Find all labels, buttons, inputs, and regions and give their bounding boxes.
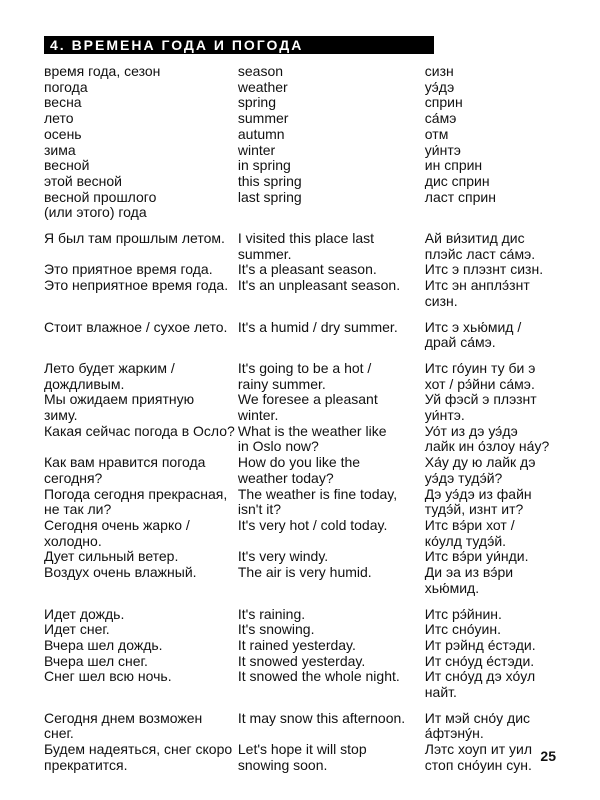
russian-text: весной	[44, 157, 90, 174]
english-text	[238, 294, 425, 310]
english-text: Let's hope it will stop	[237, 741, 367, 758]
english-text: We foresee a pleasant	[237, 391, 378, 408]
phrase-row	[44, 742, 564, 758]
phrase-row	[44, 174, 564, 190]
transcription-text: а́фтэну́н.	[424, 725, 484, 742]
phrase-row	[44, 377, 564, 393]
transcription-text: ласт сприн	[424, 188, 496, 205]
english-text	[238, 685, 425, 701]
phrase-row	[44, 64, 564, 80]
english-text: It's a humid / dry summer.	[237, 318, 398, 335]
phrase-row	[44, 294, 564, 310]
russian-text	[44, 294, 238, 310]
phrase-row	[44, 502, 564, 518]
russian-text: Вчера шел дождь.	[44, 636, 163, 653]
transcription-text: уи́нтэ	[424, 141, 461, 158]
phrase-row	[44, 487, 564, 503]
english-text: It's snowing.	[237, 621, 315, 638]
phrase-row	[44, 534, 564, 550]
english-text: autumn	[237, 125, 285, 142]
transcription-text: Ит рэйнд е́стэди.	[424, 636, 536, 653]
english-text: It's very hot / cold today.	[237, 516, 388, 533]
transcription-text: драй са́мэ.	[424, 334, 496, 351]
english-text: last spring	[237, 188, 302, 205]
russian-text	[44, 581, 238, 597]
phrase-row	[44, 320, 564, 336]
transcription-text: Итс эн анплэ́знт	[424, 277, 530, 294]
english-text	[238, 335, 425, 351]
russian-text: Сегодня днем возможен	[44, 709, 203, 726]
transcription-text: хью́мид.	[424, 579, 480, 596]
russian-text: прекратится.	[44, 756, 128, 773]
phrase-row	[44, 758, 564, 774]
russian-text: осень	[44, 125, 82, 142]
transcription-text: Итс рэ́йнин.	[424, 605, 502, 622]
russian-text: сегодня?	[44, 469, 103, 486]
russian-text: Снег шел всю ночь.	[44, 668, 172, 685]
english-text: snowing soon.	[237, 756, 328, 773]
transcription-text: лайк ин о́злоу на́у?	[424, 438, 550, 455]
transcription-text: Ха́у ду ю лайк дэ	[424, 454, 536, 471]
transcription-text: плэйс ласт са́мэ.	[424, 245, 536, 262]
english-text: It rained yesterday.	[237, 636, 356, 653]
english-text: It's very windy.	[237, 548, 329, 565]
transcription-text: Ит сно́уд е́стэди.	[424, 652, 535, 669]
english-text: weather	[237, 78, 288, 95]
english-text: rainy summer.	[237, 375, 326, 392]
english-text: What is the weather like	[237, 422, 387, 439]
russian-text: этой весной	[44, 172, 122, 189]
transcription-text: Итс э хью́мид /	[424, 318, 522, 335]
transcription-text: сизн	[424, 63, 454, 79]
transcription-text: Итс вэ́ри хот /	[424, 516, 515, 533]
phrase-row	[44, 565, 564, 581]
phrase-row	[44, 581, 564, 597]
transcription-text: уэ́дэ	[424, 78, 455, 95]
english-text: season	[237, 63, 284, 79]
english-text	[238, 726, 425, 742]
phrase-row	[44, 392, 564, 408]
english-text: It's going to be a hot /	[237, 359, 372, 376]
phrase-row	[44, 111, 564, 127]
english-text: The weather is fine today,	[237, 485, 398, 502]
russian-text: (или этого) года	[44, 204, 147, 221]
russian-text	[44, 247, 238, 263]
transcription-text: Уо́т из дэ уэ́дэ	[424, 422, 518, 439]
english-text	[238, 534, 425, 550]
transcription-text: уи́нтэ.	[424, 407, 465, 424]
phrase-row	[44, 622, 564, 638]
phrase-row	[44, 335, 564, 351]
russian-text: лето	[44, 110, 74, 127]
russian-text: Какая сейчас погода в Осло?	[44, 422, 235, 439]
english-text: in Oslo now?	[237, 438, 319, 455]
phrase-table	[44, 64, 564, 774]
group-spacer	[44, 597, 564, 607]
russian-text: Это приятное время года.	[44, 261, 213, 278]
english-text: spring	[237, 94, 277, 111]
russian-text: Погода сегодня прекрасная,	[44, 485, 228, 502]
transcription-text: Ай ви́зитид дис	[424, 230, 525, 247]
english-text: It's raining.	[237, 605, 306, 622]
russian-text: Сегодня очень жарко /	[44, 516, 190, 533]
transcription-text: Итс го́уин ту би э	[424, 359, 536, 376]
russian-text: дождливым.	[44, 375, 125, 392]
russian-text: Лето будет жарким /	[44, 359, 175, 376]
phrase-row	[44, 361, 564, 377]
phrase-row	[44, 607, 564, 623]
english-text: It may snow this afternoon.	[237, 709, 406, 726]
russian-text: погода	[44, 78, 88, 95]
transcription-text: Дэ уэ́дэ из файн	[424, 485, 532, 502]
phrase-row	[44, 143, 564, 159]
english-text: weather today?	[237, 469, 334, 486]
transcription-text: Лэтс хоуп ит уил	[424, 741, 533, 758]
phrase-row	[44, 424, 564, 440]
transcription-text: хот / рэ́йни са́мэ.	[424, 375, 535, 392]
phrase-row	[44, 158, 564, 174]
russian-text: Дует сильный ветер.	[44, 548, 179, 565]
phrase-row	[44, 278, 564, 294]
russian-text: Идет дождь.	[44, 605, 125, 622]
transcription-text: ин сприн	[424, 157, 483, 174]
russian-text: весна	[44, 94, 82, 111]
english-text: The air is very humid.	[237, 564, 372, 581]
phrase-row	[44, 455, 564, 471]
russian-text: Я был там прошлым летом.	[44, 230, 225, 247]
english-text: summer	[237, 110, 289, 127]
english-text: It's an unpleasant season.	[237, 277, 401, 294]
english-text: It's a pleasant season.	[237, 261, 377, 278]
transcription-text: Итс вэ́ри уи́нди.	[424, 548, 529, 565]
russian-text: Это неприятное время года.	[44, 277, 229, 294]
russian-text: Стоит влажное / сухое лето.	[44, 318, 228, 335]
transcription-text: ко́улд тудэ́й.	[424, 532, 507, 549]
transcription-text: сприн	[424, 94, 463, 111]
transcription-text: тудэ́й, изнт ит?	[424, 501, 524, 518]
phrase-row	[44, 190, 564, 206]
transcription-text: са́мэ	[424, 110, 457, 127]
russian-text: весной прошлого	[44, 188, 157, 205]
russian-text: холодно.	[44, 532, 102, 549]
phrase-row	[44, 638, 564, 654]
russian-text: Идет снег.	[44, 621, 110, 638]
transcription-text: стоп сно́уин сун.	[424, 756, 532, 773]
phrase-row	[44, 247, 564, 263]
transcription-text: найт.	[424, 684, 457, 701]
english-text: How do you like the	[237, 454, 361, 471]
transcription-text	[425, 205, 564, 221]
russian-text	[44, 685, 238, 701]
russian-text: Будем надеяться, снег скоро	[44, 741, 233, 758]
transcription-text: Ит сно́уд дэ хо́ул	[424, 668, 536, 685]
phrase-row	[44, 669, 564, 685]
russian-text: Мы ожидаем приятную	[44, 391, 195, 408]
russian-text	[44, 439, 238, 455]
phrase-row	[44, 95, 564, 111]
phrase-row	[44, 205, 564, 221]
russian-text: время года, сезон	[44, 63, 161, 79]
russian-text: не так ли?	[44, 501, 112, 518]
phrase-row	[44, 262, 564, 278]
english-text: winter.	[237, 407, 279, 424]
phrase-row	[44, 439, 564, 455]
phrase-row	[44, 711, 564, 727]
transcription-text: уэ́дэ тудэ́й?	[424, 469, 503, 486]
transcription-text: Ди эа из вэ́ри	[424, 564, 514, 581]
english-text: summer.	[237, 245, 292, 262]
page-number: 25	[540, 748, 556, 764]
english-text: isn't it?	[237, 501, 282, 518]
english-text: It snowed yesterday.	[237, 652, 366, 669]
english-text: winter	[237, 141, 276, 158]
english-text: in spring	[237, 157, 291, 174]
english-text: It snowed the whole night.	[237, 668, 400, 685]
transcription-text: Ит мэй сно́у дис	[424, 709, 531, 726]
phrase-row	[44, 518, 564, 534]
russian-text	[44, 335, 238, 351]
phrase-row	[44, 471, 564, 487]
russian-text: зиму.	[44, 407, 78, 424]
phrase-row	[44, 80, 564, 96]
english-text: this spring	[237, 172, 302, 189]
section-title: 4. ВРЕМЕНА ГОДА И ПОГОДА	[44, 36, 434, 54]
russian-text: Воздух очень влажный.	[44, 564, 197, 581]
russian-text: снег.	[44, 725, 74, 742]
transcription-text: Итс э плэзнт сизн.	[424, 261, 544, 278]
phrase-row	[44, 549, 564, 565]
transcription-text: Итс сно́уин.	[424, 621, 501, 638]
english-text	[238, 205, 425, 221]
transcription-text: дис сприн	[424, 172, 490, 189]
russian-text: Как вам нравится погода	[44, 454, 206, 471]
transcription-text: сизн.	[424, 292, 458, 309]
phrase-row	[44, 231, 564, 247]
phrase-row	[44, 726, 564, 742]
russian-text: Вчера шел снег.	[44, 652, 148, 669]
english-text: I visited this place last	[237, 230, 375, 247]
phrase-row	[44, 654, 564, 670]
russian-text: зима	[44, 141, 76, 158]
transcription-text: отм	[424, 125, 449, 142]
transcription-text: Уй фэсй э плэзнт	[424, 391, 537, 408]
english-text	[238, 581, 425, 597]
phrase-row	[44, 127, 564, 143]
phrase-row	[44, 408, 564, 424]
phrase-row	[44, 685, 564, 701]
